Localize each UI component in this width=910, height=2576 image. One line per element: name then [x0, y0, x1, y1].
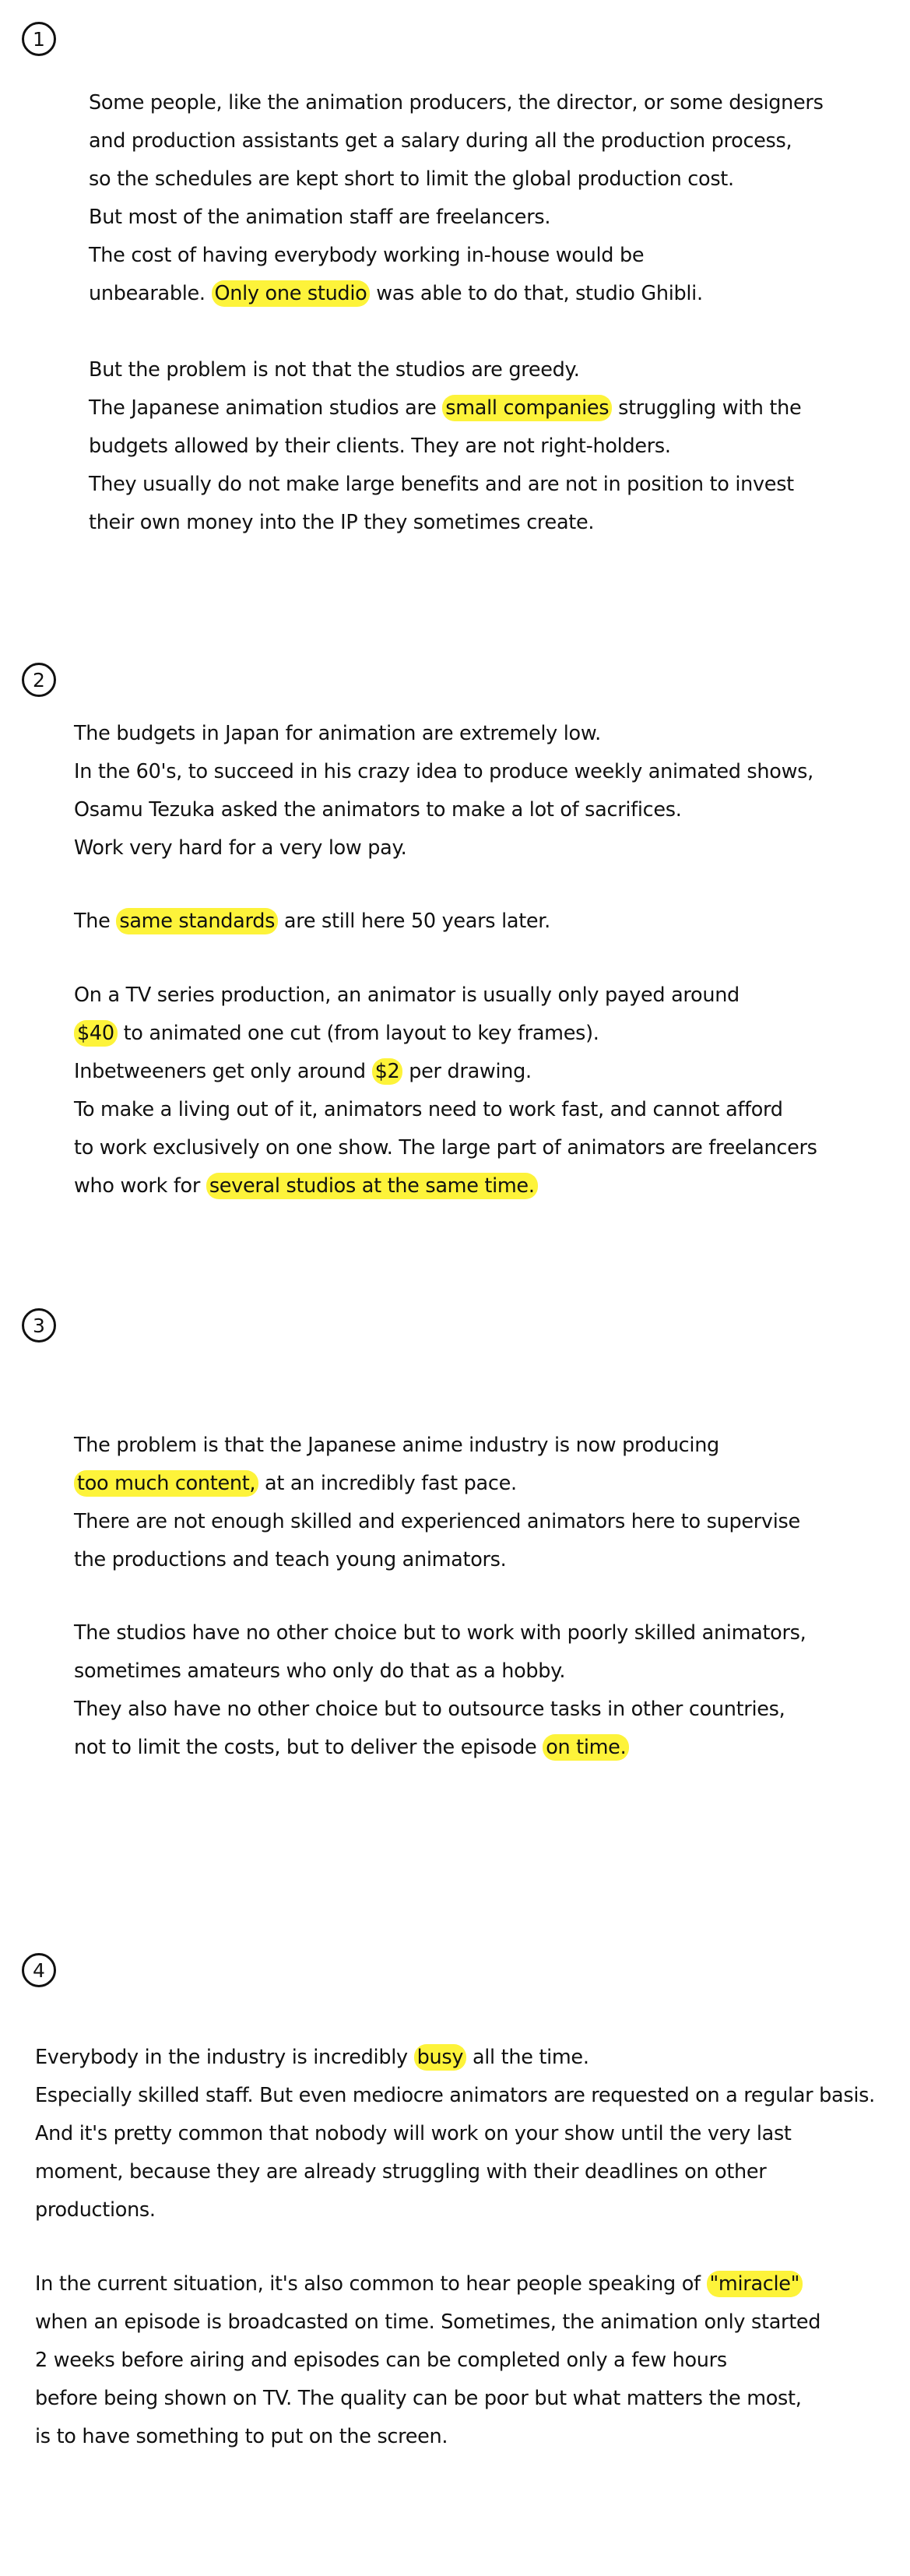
text-line — [35, 2380, 820, 2418]
highlighted-text: busy — [414, 2044, 467, 2071]
text-segment: They usually do not make large benefits and are not in position to invest — [89, 473, 794, 496]
text-segment: Work very hard for a very low pay. — [74, 836, 407, 860]
text-segment: before being shown on TV. The quality can be poor but what matters the most, — [35, 2387, 802, 2410]
text-segment: when an episode is broadcasted on time. Sometimes, the animation only started — [35, 2310, 821, 2334]
text-segment: 2 weeks before airing and episodes can be completed only a few hours — [35, 2349, 727, 2372]
text-segment: And it's pretty common that nobody will work on your show until the very last — [35, 2122, 792, 2145]
text-segment: budgets allowed by their clients. They are not right-holders. — [89, 435, 671, 458]
text-line — [35, 2303, 820, 2342]
text-line — [74, 1427, 800, 1465]
highlighted-text: several studios at the same time. — [206, 1173, 538, 1199]
paragraph — [35, 2265, 820, 2456]
section-number-badge: 1 — [22, 22, 56, 56]
text-segment: But most of the animation staff are freelancers. — [89, 206, 551, 229]
text-line — [89, 160, 824, 199]
text-segment: all the time. — [466, 2046, 589, 2069]
text-segment: is to have something to put on the screen. — [35, 2425, 448, 2448]
highlighted-text: on time. — [543, 1734, 629, 1761]
text-line — [74, 1503, 800, 1541]
section-number-badge: 2 — [22, 663, 56, 697]
text-line — [74, 791, 813, 829]
text-segment: The cost of having everybody working in-house would be — [89, 244, 645, 267]
text-line — [89, 275, 824, 313]
text-line — [74, 1614, 806, 1652]
highlighted-text: same standards — [116, 908, 278, 934]
text-segment: the productions and teach young animators. — [74, 1548, 507, 1571]
section-number-badge: 4 — [22, 1953, 56, 1987]
text-line — [74, 829, 813, 867]
text-segment: so the schedules are kept short to limit the global production cost. — [89, 167, 734, 191]
text-segment: But the problem is not that the studios are greedy. — [89, 358, 580, 382]
paragraph — [89, 84, 824, 313]
text-segment: The studios have no other choice but to work with poorly skilled animators, — [74, 1621, 806, 1645]
text-segment: The — [74, 910, 117, 933]
text-line — [89, 84, 824, 122]
text-segment: Osamu Tezuka asked the animators to make a lot of sacrifices. — [74, 798, 682, 822]
text-line — [35, 2265, 820, 2303]
text-line — [74, 1091, 817, 1129]
text-segment: unbearable. — [89, 282, 212, 305]
text-line — [35, 2153, 875, 2191]
text-segment: The problem is that the Japanese anime industry is now producing — [74, 1434, 719, 1457]
text-line — [74, 1167, 817, 1205]
text-segment: In the 60's, to succeed in his crazy idea to produce weekly animated shows, — [74, 760, 813, 783]
text-line — [35, 2418, 820, 2456]
text-segment: struggling with the — [612, 396, 802, 420]
text-line — [74, 715, 813, 753]
text-segment: who work for — [74, 1174, 206, 1198]
text-line — [89, 504, 801, 542]
text-segment: Especially skilled staff. But even mediocre animators are requested on a regular basis. — [35, 2084, 875, 2107]
text-line — [89, 428, 801, 466]
text-line — [74, 903, 550, 941]
paragraph — [74, 1614, 806, 1767]
text-segment: and production assistants get a salary during all the production process, — [89, 129, 792, 153]
text-line — [74, 1729, 806, 1767]
text-line — [89, 351, 801, 389]
highlighted-text: $2 — [372, 1058, 403, 1085]
text-segment: productions. — [35, 2198, 156, 2222]
text-segment: per drawing. — [402, 1060, 532, 1083]
highlighted-text: "miracle" — [707, 2271, 803, 2297]
text-segment: To make a living out of it, animators need to work fast, and cannot afford — [74, 1098, 783, 1121]
text-line — [74, 753, 813, 791]
text-line — [89, 199, 824, 237]
text-line — [35, 2115, 875, 2153]
text-segment: In the current situation, it's also common to hear people speaking of — [35, 2272, 707, 2296]
text-line — [74, 1541, 800, 1579]
highlighted-text: Only one studio — [212, 280, 371, 307]
paragraph — [74, 715, 813, 867]
highlighted-text: small companies — [442, 395, 612, 421]
text-segment: moment, because they are already struggling with their deadlines on other — [35, 2160, 767, 2184]
text-segment: They also have no other choice but to outsource tasks in other countries, — [74, 1698, 785, 1721]
text-segment: Everybody in the industry is incredibly — [35, 2046, 414, 2069]
text-segment: at an incredibly fast pace. — [258, 1472, 517, 1495]
text-line — [89, 122, 824, 160]
text-segment: to work exclusively on one show. The large part of animators are freelancers — [74, 1136, 817, 1160]
paragraph — [89, 351, 801, 542]
text-line — [89, 389, 801, 428]
text-line — [74, 977, 817, 1015]
highlighted-text: too much content, — [74, 1470, 258, 1497]
text-segment: was able to do that, studio Ghibli. — [370, 282, 703, 305]
text-segment: The budgets in Japan for animation are extremely low. — [74, 722, 601, 745]
text-segment: sometimes amateurs who only do that as a hobby. — [74, 1659, 566, 1683]
text-segment: are still here 50 years later. — [278, 910, 550, 933]
paragraph — [74, 977, 817, 1205]
paragraph — [74, 903, 550, 941]
text-line — [35, 2077, 875, 2115]
text-line — [74, 1652, 806, 1691]
text-line — [35, 2039, 875, 2077]
text-line — [35, 2191, 875, 2229]
paragraph — [74, 1427, 800, 1579]
text-segment: Inbetweeners get only around — [74, 1060, 372, 1083]
highlighted-text: $40 — [74, 1020, 118, 1047]
text-line — [74, 1015, 817, 1053]
text-line — [89, 237, 824, 275]
text-line — [74, 1053, 817, 1091]
paragraph — [35, 2039, 875, 2229]
text-segment: not to limit the costs, but to deliver the episode — [74, 1736, 543, 1759]
text-segment: their own money into the IP they sometimes create. — [89, 511, 595, 534]
text-segment: to animated one cut (from layout to key frames). — [117, 1022, 599, 1045]
text-line — [35, 2342, 820, 2380]
text-line — [89, 466, 801, 504]
text-line — [74, 1129, 817, 1167]
text-segment: The Japanese animation studios are — [89, 396, 443, 420]
text-segment: Some people, like the animation producers, the director, or some designers — [89, 91, 824, 114]
section-number-badge: 3 — [22, 1308, 56, 1343]
text-line — [74, 1691, 806, 1729]
text-segment: There are not enough skilled and experienced animators here to supervise — [74, 1510, 800, 1533]
text-line — [74, 1465, 800, 1503]
text-segment: On a TV series production, an animator is usually only payed around — [74, 984, 740, 1007]
